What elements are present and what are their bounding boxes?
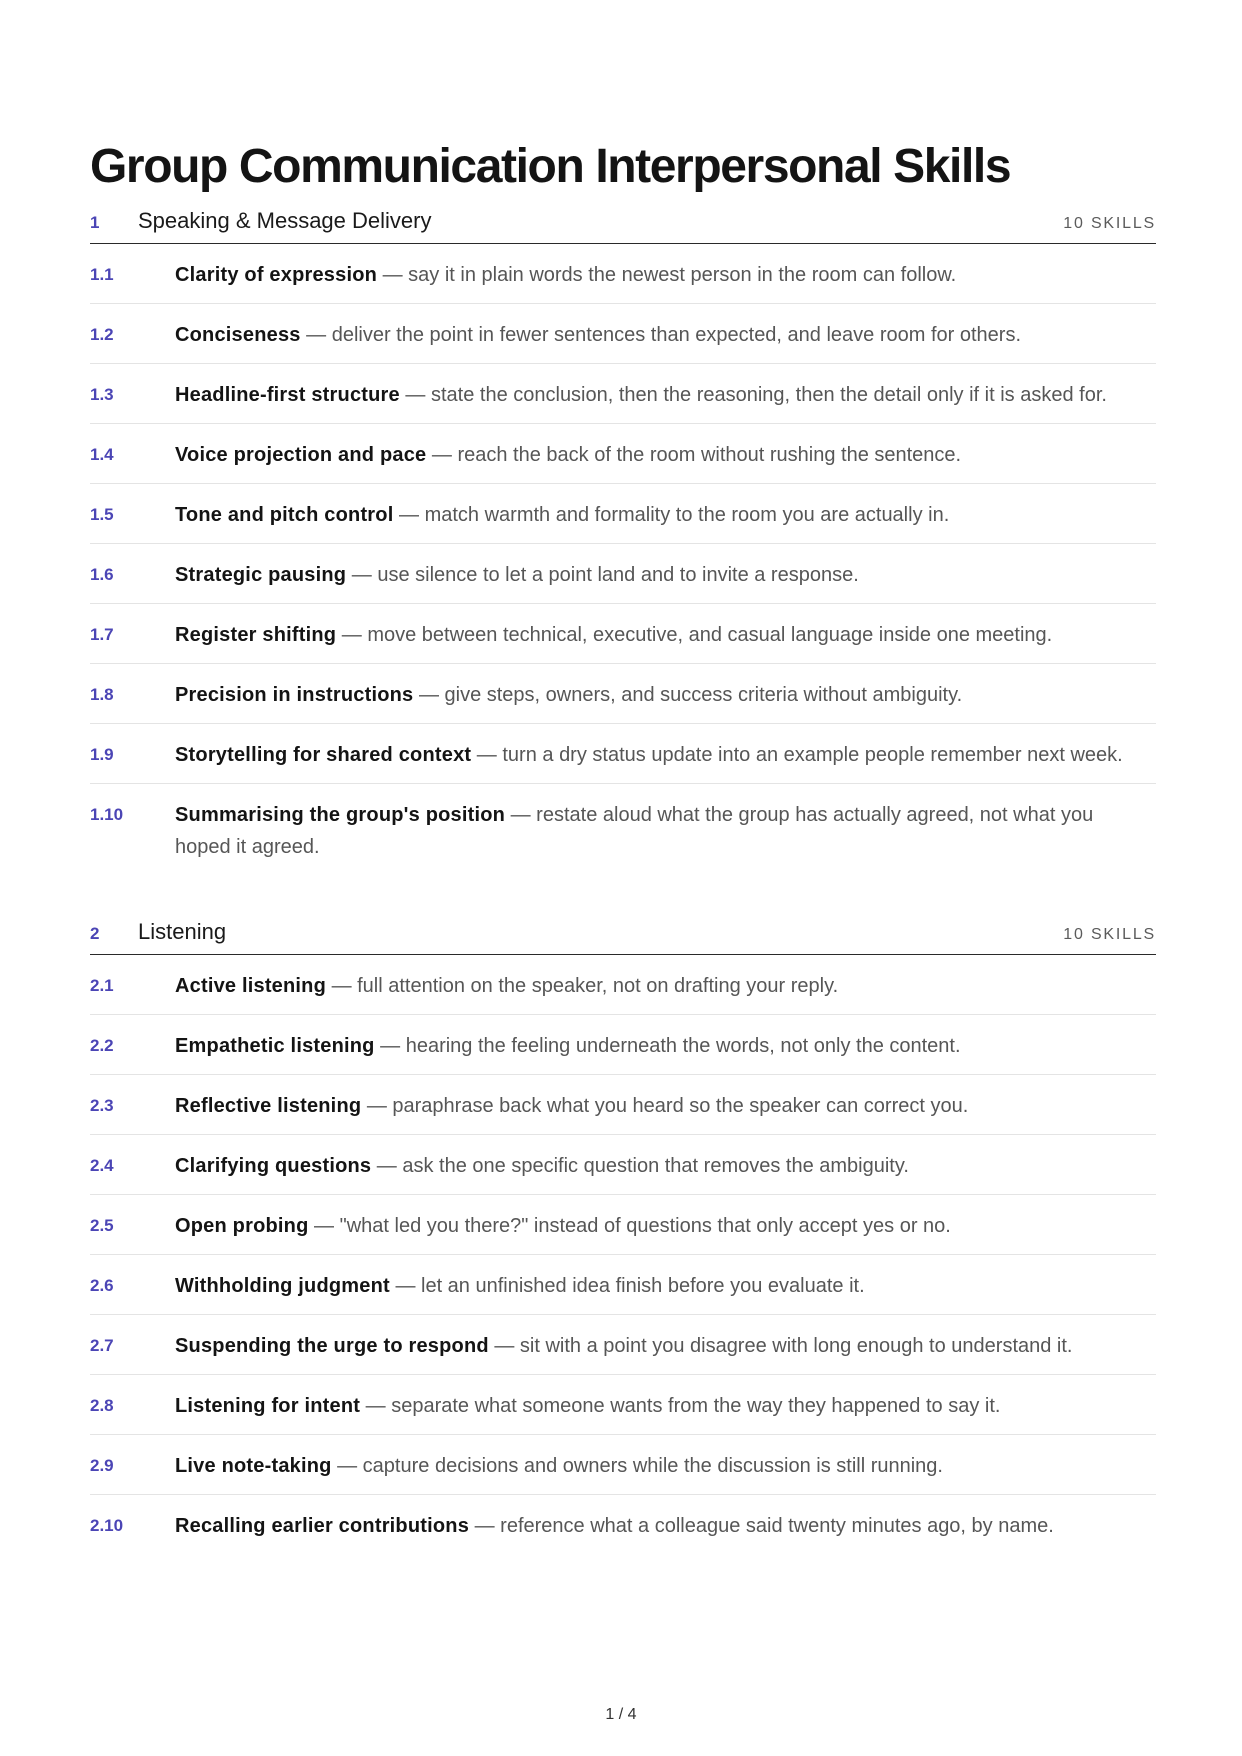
skill-row (90, 1375, 1156, 1435)
skill-text (175, 499, 1156, 531)
skill-name: Recalling earlier contributions (175, 1515, 470, 1537)
skill-number: 1.8 (90, 685, 114, 704)
skill-name: Suspending the urge to respond (175, 1335, 489, 1357)
skill-description: — deliver the point in fewer sentences than expected, and leave room for others. (300, 324, 1022, 346)
skill-name: Live note-taking (175, 1455, 332, 1477)
skill-number: 1.5 (90, 505, 114, 524)
skill-name: Reflective listening (175, 1095, 362, 1117)
skill-name: Conciseness (175, 324, 301, 346)
section-skill-count: 10 SKILLS (1063, 926, 1156, 943)
skill-row (90, 244, 1156, 304)
skill-row (90, 544, 1156, 604)
skill-description: — paraphrase back what you heard so the speaker can correct you. (361, 1095, 969, 1117)
section-skill-count: 10 SKILLS (1063, 215, 1156, 232)
skill-description: — let an unfinished idea finish before you evaluate it. (389, 1275, 865, 1297)
skill-description: — full attention on the speaker, not on drafting your reply. (326, 975, 839, 997)
skill-description: — reach the back of the room without rushing the sentence. (426, 444, 962, 466)
skill-description: — give steps, owners, and success criteria without ambiguity. (413, 684, 963, 706)
skill-row (90, 304, 1156, 364)
skill-text (175, 1150, 1156, 1182)
skill-description: — state the conclusion, then the reasoning, then the detail only if it is asked for. (399, 384, 1107, 406)
skill-name: Voice projection and pace (175, 444, 427, 466)
skill-row (90, 1435, 1156, 1495)
skill-number: 1.2 (90, 325, 114, 344)
skill-name: Empathetic listening (175, 1035, 375, 1057)
skill-row (90, 1255, 1156, 1315)
skill-text (175, 319, 1156, 351)
skill-description: — match warmth and formality to the room you are actually in. (393, 504, 950, 526)
section-number: 2 (90, 924, 100, 943)
section-speaking (90, 202, 1156, 875)
skill-text (175, 259, 1156, 291)
skill-text (175, 1450, 1156, 1482)
skill-number: 1.1 (90, 265, 114, 284)
section-title: Listening (138, 919, 227, 944)
skill-name: Listening for intent (175, 1395, 361, 1417)
skill-row (90, 604, 1156, 664)
skill-name: Clarity of expression (175, 264, 378, 286)
skill-description: — reference what a colleague said twenty minutes ago, by name. (469, 1515, 1054, 1537)
skill-row (90, 1195, 1156, 1255)
skill-text (175, 379, 1156, 411)
section-header (90, 202, 1156, 244)
skill-text (175, 679, 1156, 711)
skill-row (90, 484, 1156, 544)
section-number: 1 (90, 213, 100, 232)
skill-number: 2.9 (90, 1456, 114, 1475)
skill-row (90, 724, 1156, 784)
page-number: 1 / 4 (605, 1706, 637, 1723)
skill-text (175, 799, 1156, 863)
skill-row (90, 664, 1156, 724)
skill-name: Precision in instructions (175, 684, 414, 706)
skill-number: 1.3 (90, 385, 114, 404)
skill-number: 2.7 (90, 1336, 114, 1355)
skill-description: — sit with a point you disagree with long enough to understand it. (488, 1335, 1073, 1357)
section-header (90, 913, 1156, 955)
skill-text (175, 559, 1156, 591)
skill-list (90, 244, 1156, 875)
skill-description: — "what led you there?" instead of questions that only accept yes or no. (308, 1215, 951, 1237)
document-page (90, 138, 1156, 1592)
skill-description: — restate aloud what the group has actually agreed, not what you hoped it agreed. (175, 804, 1094, 858)
skill-number: 2.3 (90, 1096, 114, 1115)
skill-text (175, 619, 1156, 651)
skill-description: — capture decisions and owners while the discussion is still running. (331, 1455, 943, 1477)
skill-row (90, 955, 1156, 1015)
skill-row (90, 424, 1156, 484)
skill-number: 2.4 (90, 1156, 114, 1175)
skill-number: 2.1 (90, 976, 114, 995)
skill-name: Headline-first structure (175, 384, 400, 406)
skill-number: 2.8 (90, 1396, 114, 1415)
skill-description: — move between technical, executive, and casual language inside one meeting. (336, 624, 1053, 646)
section-title: Speaking & Message Delivery (138, 208, 432, 233)
skill-number: 1.4 (90, 445, 114, 464)
skill-row (90, 1015, 1156, 1075)
skill-name: Register shifting (175, 624, 337, 646)
skill-number: 2.2 (90, 1036, 114, 1055)
skill-text (175, 1330, 1156, 1362)
skill-name: Clarifying questions (175, 1155, 372, 1177)
skill-description: — turn a dry status update into an example people remember next week. (471, 744, 1123, 766)
skill-text (175, 439, 1156, 471)
skill-description: — use silence to let a point land and to invite a response. (346, 564, 859, 586)
skill-number: 2.5 (90, 1216, 114, 1235)
skill-name: Summarising the group's position (175, 804, 506, 826)
skill-name: Active listening (175, 975, 327, 997)
skill-name: Strategic pausing (175, 564, 347, 586)
skill-row (90, 1135, 1156, 1195)
skill-text (175, 1030, 1156, 1062)
skill-number: 2.10 (90, 1516, 124, 1535)
skill-number: 1.9 (90, 745, 114, 764)
skill-list (90, 955, 1156, 1554)
skill-name: Open probing (175, 1215, 309, 1237)
skill-text (175, 1270, 1156, 1302)
skill-row (90, 364, 1156, 424)
skill-name: Storytelling for shared context (175, 744, 472, 766)
skill-description: — say it in plain words the newest person in the room can follow. (377, 264, 957, 286)
skill-description: — hearing the feeling underneath the words, not only the content. (374, 1035, 961, 1057)
skill-name: Tone and pitch control (175, 504, 394, 526)
skill-name: Withholding judgment (175, 1275, 390, 1297)
skill-text (175, 739, 1156, 771)
skill-text (175, 1390, 1156, 1422)
skill-description: — ask the one specific question that removes the ambiguity. (371, 1155, 909, 1177)
document-title: Group Communication Interpersonal Skills (90, 140, 1011, 193)
skill-text (175, 1090, 1156, 1122)
skill-row (90, 1075, 1156, 1135)
skill-description: — separate what someone wants from the way they happened to say it. (360, 1395, 1001, 1417)
section-listening (90, 913, 1156, 1554)
skill-row (90, 784, 1156, 875)
skill-number: 2.6 (90, 1276, 114, 1295)
skill-text (175, 970, 1156, 1002)
skill-row (90, 1315, 1156, 1375)
skill-text (175, 1510, 1156, 1542)
skill-text (175, 1210, 1156, 1242)
skill-number: 1.7 (90, 625, 114, 644)
skill-row (90, 1495, 1156, 1554)
skill-number: 1.6 (90, 565, 114, 584)
skill-number: 1.10 (90, 805, 124, 824)
